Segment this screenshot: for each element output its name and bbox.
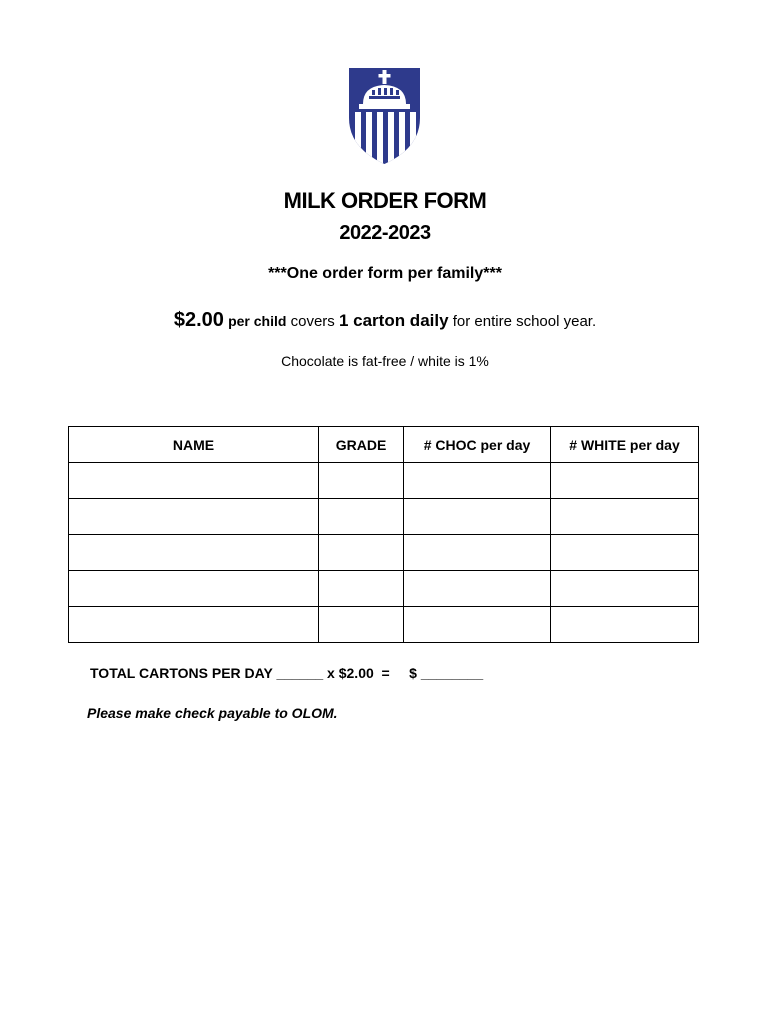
price: $2.00: [173, 309, 224, 331]
grade-cell[interactable]: [319, 535, 404, 571]
grade-cell[interactable]: [319, 499, 404, 535]
name-cell[interactable]: [69, 499, 319, 535]
white-cell[interactable]: [551, 463, 699, 499]
price-line: [0, 309, 770, 332]
table-row: [69, 499, 699, 535]
white-cell[interactable]: [551, 607, 699, 643]
payable-note: Please make check payable to OLOM.: [87, 705, 338, 721]
form-title: MILK ORDER FORM: [283, 188, 487, 213]
name-cell[interactable]: [69, 607, 319, 643]
choc-cell[interactable]: [404, 535, 551, 571]
name-cell[interactable]: [69, 463, 319, 499]
family-notice: ***One order form per family***: [268, 265, 502, 282]
per-child-label: per child: [228, 313, 287, 329]
column-header-white: # WHITE per day: [551, 427, 699, 463]
table-row: [69, 571, 699, 607]
school-crest-icon: [347, 66, 422, 166]
choc-cell[interactable]: [404, 571, 551, 607]
school-year: 2022-2023: [339, 222, 431, 244]
table-header-row: [69, 427, 699, 463]
carton-daily-text: 1 carton daily: [338, 311, 449, 330]
grade-cell[interactable]: [319, 607, 404, 643]
total-cartons-line: TOTAL CARTONS PER DAY ______ x $2.00 = $ ________: [90, 665, 484, 681]
white-cell[interactable]: [551, 571, 699, 607]
white-cell[interactable]: [551, 499, 699, 535]
choc-cell[interactable]: [404, 463, 551, 499]
white-cell[interactable]: [551, 535, 699, 571]
grade-cell[interactable]: [319, 571, 404, 607]
table-row: [69, 607, 699, 643]
column-header-name: NAME: [69, 427, 319, 463]
name-cell[interactable]: [69, 571, 319, 607]
grade-cell[interactable]: [319, 463, 404, 499]
name-cell[interactable]: [69, 535, 319, 571]
milk-type-note: Chocolate is fat-free / white is 1%: [281, 353, 489, 369]
choc-cell[interactable]: [404, 499, 551, 535]
covers-text: covers: [286, 313, 339, 330]
school-year-text: for entire school year.: [448, 313, 597, 330]
column-header-grade: GRADE: [319, 427, 404, 463]
column-header-choc: # CHOC per day: [404, 427, 551, 463]
order-table: [68, 426, 699, 643]
choc-cell[interactable]: [404, 607, 551, 643]
table-row: [69, 463, 699, 499]
table-row: [69, 535, 699, 571]
